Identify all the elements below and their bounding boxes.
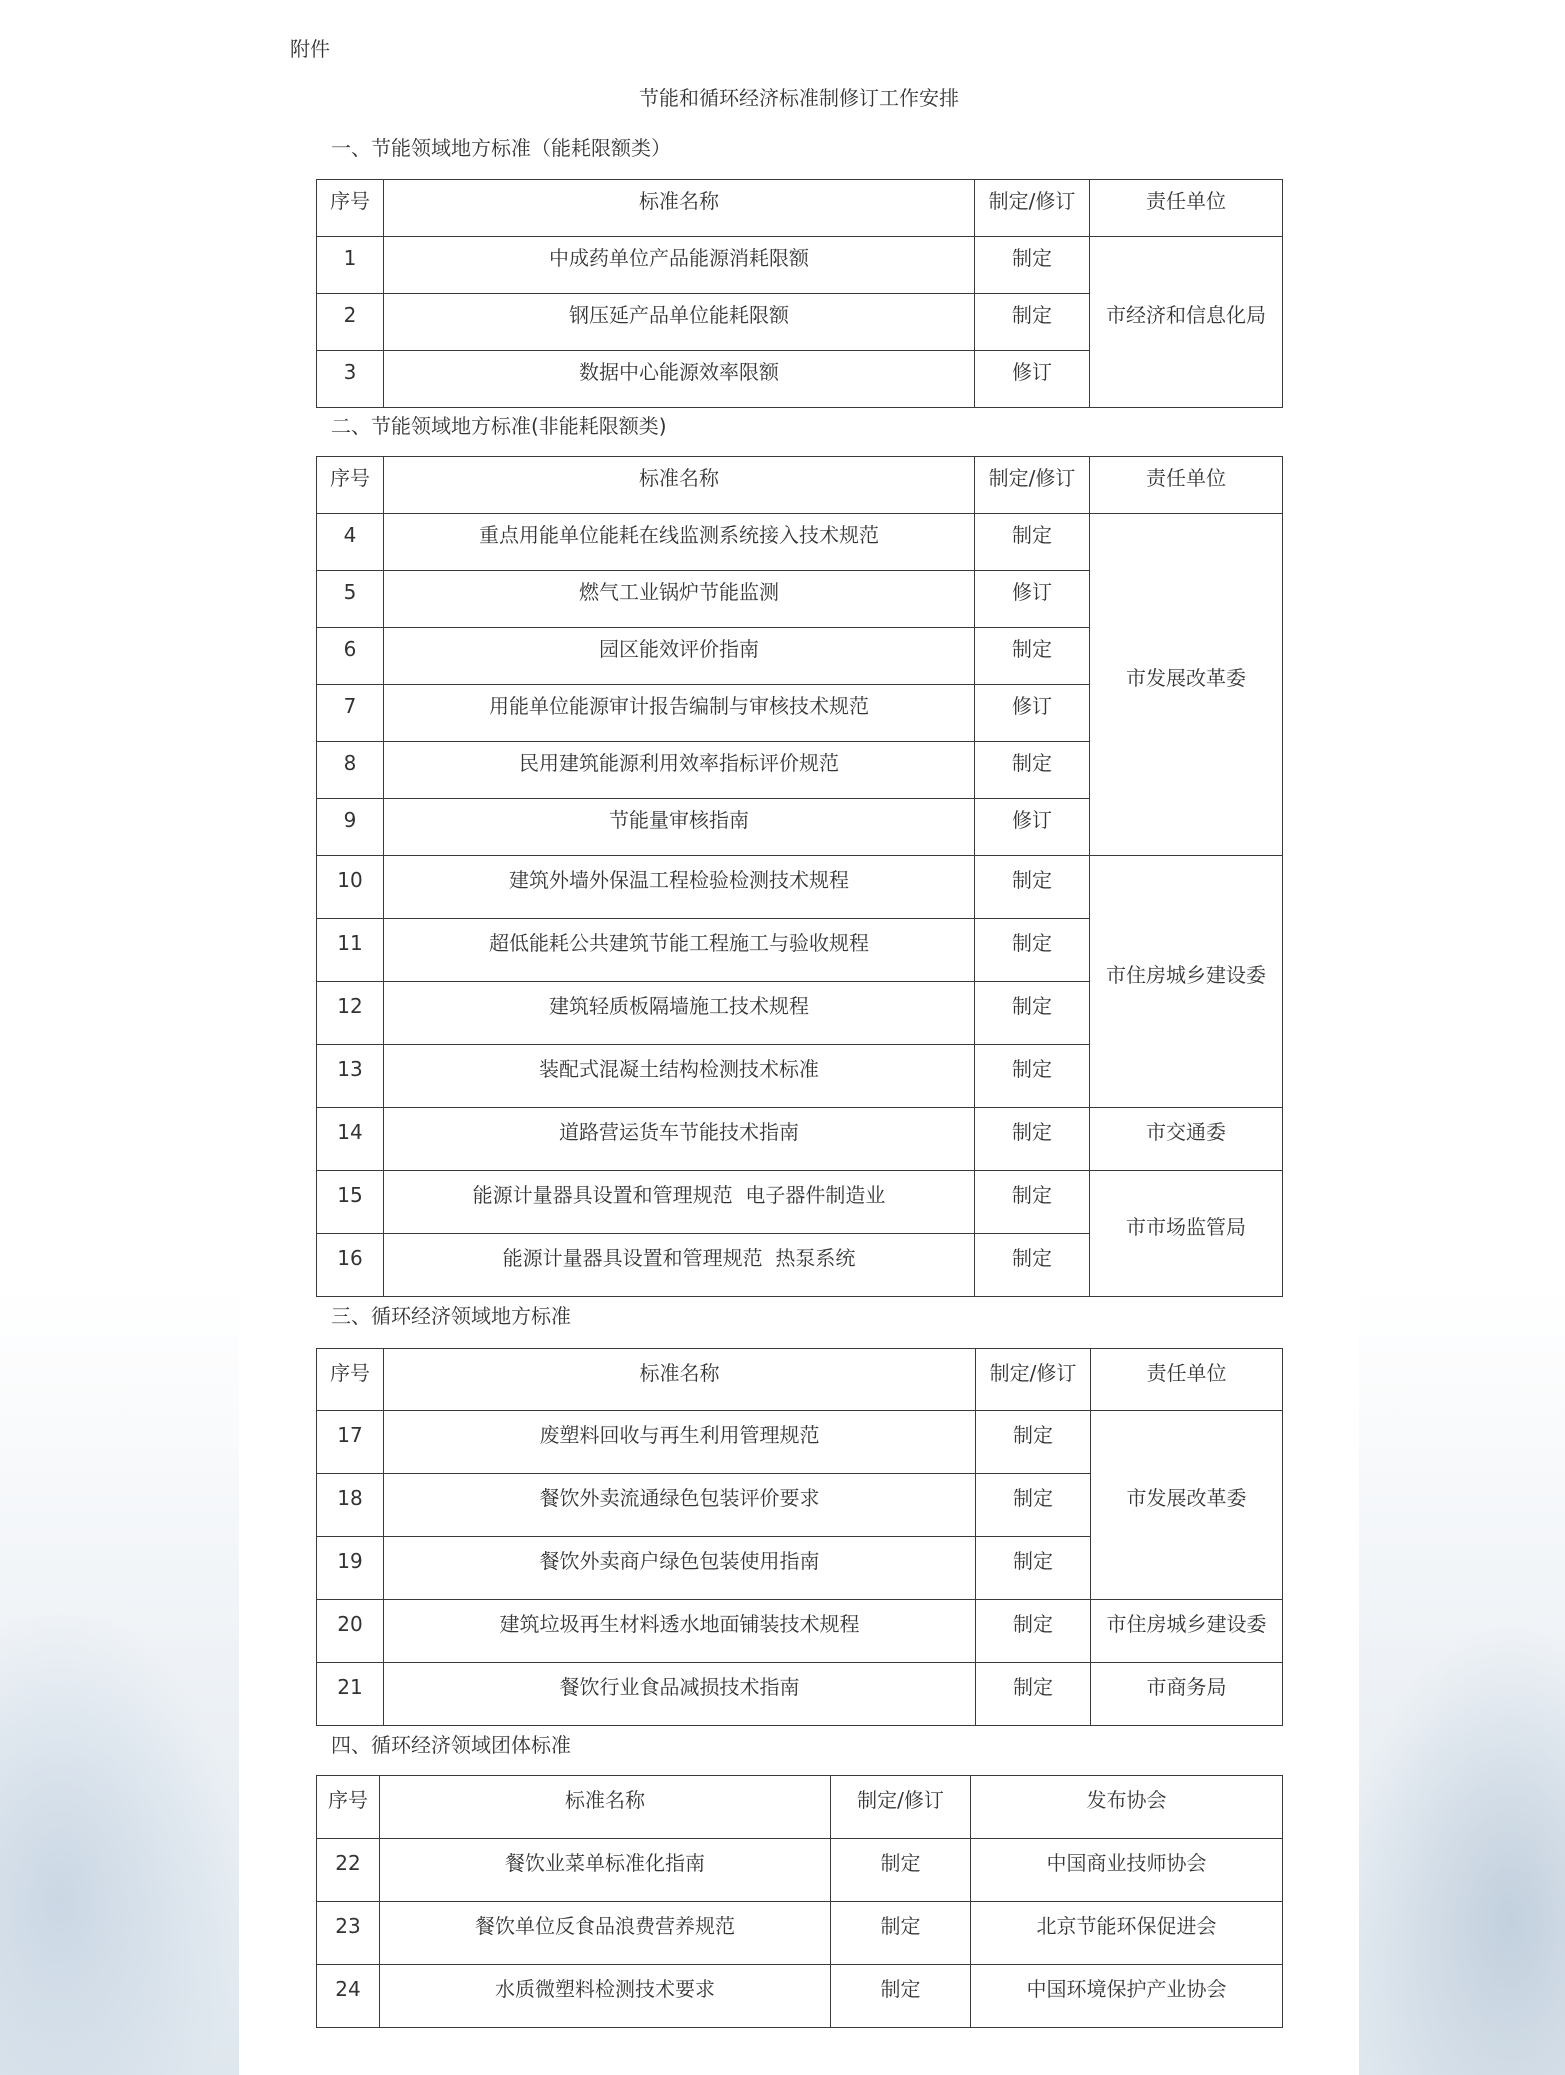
cell-type: 制定 — [975, 1171, 1090, 1234]
cell-name: 用能单位能源审计报告编制与审核技术规范 — [384, 685, 975, 742]
header-type: 制定/修订 — [975, 180, 1090, 237]
cell-name: 废塑料回收与再生利用管理规范 — [384, 1411, 976, 1474]
table-row — [317, 1600, 1283, 1663]
header-name: 标准名称 — [380, 1776, 831, 1839]
standards-table — [316, 1348, 1283, 1726]
cell-type: 制定 — [975, 856, 1090, 919]
cell-name: 餐饮外卖商户绿色包装使用指南 — [384, 1537, 976, 1600]
cell-no: 17 — [317, 1411, 384, 1474]
cell-no: 9 — [317, 799, 384, 856]
cell-type: 修订 — [975, 685, 1090, 742]
header-unit: 责任单位 — [1090, 180, 1283, 237]
cell-unit: 市交通委 — [1090, 1108, 1283, 1171]
cell-type: 修订 — [975, 571, 1090, 628]
header-no: 序号 — [317, 457, 384, 514]
cell-name: 数据中心能源效率限额 — [384, 351, 975, 408]
cell-no: 12 — [317, 982, 384, 1045]
table-row — [317, 1108, 1283, 1171]
cell-name: 能源计量器具设置和管理规范 热泵系统 — [384, 1234, 975, 1297]
cell-unit: 北京节能环保促进会 — [971, 1902, 1283, 1965]
cell-type: 制定 — [976, 1600, 1091, 1663]
cell-name: 能源计量器具设置和管理规范 电子器件制造业 — [384, 1171, 975, 1234]
cell-type: 制定 — [975, 1108, 1090, 1171]
section-heading: 一、节能领域地方标准（能耗限额类） — [331, 136, 671, 160]
cell-unit: 市市场监管局 — [1090, 1171, 1283, 1297]
cell-no: 13 — [317, 1045, 384, 1108]
table-row — [317, 1965, 1283, 2028]
header-type: 制定/修订 — [831, 1776, 971, 1839]
section-heading: 三、循环经济领域地方标准 — [331, 1304, 571, 1328]
attachment-label: 附件 — [290, 37, 330, 61]
cell-type: 制定 — [976, 1411, 1091, 1474]
cell-no: 1 — [317, 237, 384, 294]
cell-no: 23 — [317, 1902, 380, 1965]
cell-no: 2 — [317, 294, 384, 351]
cell-type: 制定 — [975, 237, 1090, 294]
header-no: 序号 — [317, 1349, 384, 1411]
cell-type: 制定 — [975, 628, 1090, 685]
standards-table — [316, 1775, 1283, 2028]
standards-table — [316, 456, 1283, 1297]
header-type: 制定/修订 — [975, 457, 1090, 514]
section-heading: 四、循环经济领域团体标准 — [331, 1733, 571, 1757]
cell-type: 制定 — [831, 1839, 971, 1902]
table-header-row — [317, 1776, 1283, 1839]
cell-type: 制定 — [976, 1663, 1091, 1726]
header-no: 序号 — [317, 180, 384, 237]
cell-name: 餐饮单位反食品浪费营养规范 — [380, 1902, 831, 1965]
cell-unit: 市经济和信息化局 — [1090, 237, 1283, 408]
cell-name: 水质微塑料检测技术要求 — [380, 1965, 831, 2028]
table-header-row — [317, 1349, 1283, 1411]
cell-no: 3 — [317, 351, 384, 408]
table-row — [317, 1663, 1283, 1726]
header-name: 标准名称 — [384, 180, 975, 237]
cell-name: 餐饮业菜单标准化指南 — [380, 1839, 831, 1902]
cell-no: 16 — [317, 1234, 384, 1297]
header-type: 制定/修订 — [976, 1349, 1091, 1411]
cell-name: 建筑垃圾再生材料透水地面铺装技术规程 — [384, 1600, 976, 1663]
cell-type: 制定 — [831, 1965, 971, 2028]
cell-type: 制定 — [975, 294, 1090, 351]
cell-name: 园区能效评价指南 — [384, 628, 975, 685]
table-row — [317, 514, 1283, 571]
document-title: 节能和循环经济标准制修订工作安排 — [639, 86, 959, 110]
cell-no: 5 — [317, 571, 384, 628]
cell-name: 建筑轻质板隔墙施工技术规程 — [384, 982, 975, 1045]
header-unit: 发布协会 — [971, 1776, 1283, 1839]
cell-type: 制定 — [976, 1537, 1091, 1600]
cell-no: 15 — [317, 1171, 384, 1234]
cell-no: 10 — [317, 856, 384, 919]
cell-type: 制定 — [831, 1902, 971, 1965]
cell-type: 修订 — [975, 799, 1090, 856]
cell-type: 制定 — [976, 1474, 1091, 1537]
header-unit: 责任单位 — [1090, 457, 1283, 514]
cell-type: 制定 — [975, 982, 1090, 1045]
cell-no: 7 — [317, 685, 384, 742]
cell-type: 修订 — [975, 351, 1090, 408]
header-name: 标准名称 — [384, 1349, 976, 1411]
cell-unit: 市发展改革委 — [1091, 1411, 1283, 1600]
table-header-row — [317, 457, 1283, 514]
cell-type: 制定 — [975, 514, 1090, 571]
cell-unit: 市发展改革委 — [1090, 514, 1283, 856]
header-name: 标准名称 — [384, 457, 975, 514]
cell-no: 19 — [317, 1537, 384, 1600]
table-header-row — [317, 180, 1283, 237]
header-no: 序号 — [317, 1776, 380, 1839]
cell-no: 4 — [317, 514, 384, 571]
cell-name: 钢压延产品单位能耗限额 — [384, 294, 975, 351]
table-row — [317, 856, 1283, 919]
cell-type: 制定 — [975, 1045, 1090, 1108]
cell-name: 餐饮行业食品减损技术指南 — [384, 1663, 976, 1726]
cell-name: 民用建筑能源利用效率指标评价规范 — [384, 742, 975, 799]
table-row — [317, 1839, 1283, 1902]
cell-name: 建筑外墙外保温工程检验检测技术规程 — [384, 856, 975, 919]
cell-no: 20 — [317, 1600, 384, 1663]
cell-no: 18 — [317, 1474, 384, 1537]
cell-no: 24 — [317, 1965, 380, 2028]
standards-table — [316, 179, 1283, 408]
cell-name: 餐饮外卖流通绿色包装评价要求 — [384, 1474, 976, 1537]
cell-no: 21 — [317, 1663, 384, 1726]
cell-unit: 中国环境保护产业协会 — [971, 1965, 1283, 2028]
header-unit: 责任单位 — [1091, 1349, 1283, 1411]
cell-name: 重点用能单位能耗在线监测系统接入技术规范 — [384, 514, 975, 571]
cell-no: 8 — [317, 742, 384, 799]
cell-no: 11 — [317, 919, 384, 982]
cell-unit: 市住房城乡建设委 — [1091, 1600, 1283, 1663]
cell-no: 14 — [317, 1108, 384, 1171]
cell-type: 制定 — [975, 1234, 1090, 1297]
cell-unit: 中国商业技师协会 — [971, 1839, 1283, 1902]
table-row — [317, 1902, 1283, 1965]
cell-type: 制定 — [975, 919, 1090, 982]
cell-name: 装配式混凝土结构检测技术标准 — [384, 1045, 975, 1108]
cell-name: 中成药单位产品能源消耗限额 — [384, 237, 975, 294]
cell-no: 22 — [317, 1839, 380, 1902]
cell-unit: 市住房城乡建设委 — [1090, 856, 1283, 1108]
cell-no: 6 — [317, 628, 384, 685]
table-row — [317, 1411, 1283, 1474]
cell-name: 燃气工业锅炉节能监测 — [384, 571, 975, 628]
cell-name: 超低能耗公共建筑节能工程施工与验收规程 — [384, 919, 975, 982]
table-row — [317, 1171, 1283, 1234]
section-heading: 二、节能领域地方标准(非能耗限额类) — [331, 414, 667, 438]
cell-type: 制定 — [975, 742, 1090, 799]
cell-unit: 市商务局 — [1091, 1663, 1283, 1726]
cell-name: 节能量审核指南 — [384, 799, 975, 856]
table-row — [317, 237, 1283, 294]
cell-name: 道路营运货车节能技术指南 — [384, 1108, 975, 1171]
